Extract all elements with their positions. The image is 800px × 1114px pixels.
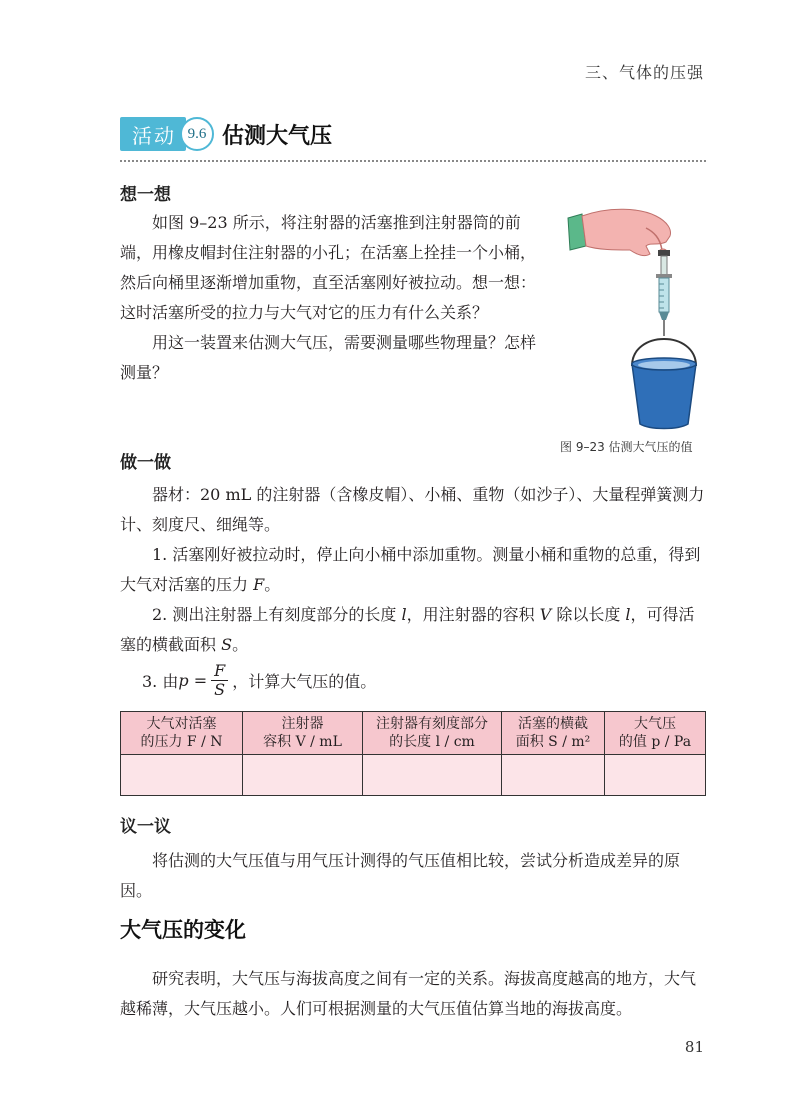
discuss-heading: 议一议 [120, 817, 171, 837]
table-cell [502, 755, 605, 796]
syringe-bucket-figure [560, 206, 706, 434]
running-head: 三、气体的压强 [584, 63, 704, 82]
do-heading: 做一做 [120, 453, 171, 473]
think-paragraph-1: 如图 9–23 所示，将注射器的活塞推到注射器筒的前端，用橡皮帽封住注射器的小孔；在活塞上拴挂一个小桶，然后向桶里逐渐增加重物，直至活塞刚好被拉动。想一想：这时活塞所受的拉力与大气对它的压力有什么关系？ [120, 213, 537, 322]
table-header-cell: 注射器 容积 V / mL [243, 712, 363, 755]
table-cell [363, 755, 502, 796]
dotted-divider [120, 160, 706, 162]
discuss-text [120, 846, 706, 906]
discuss-paragraph: 将估测的大气压值与用气压计测得的气压值相比较，尝试分析造成差异的原因。 [120, 851, 681, 900]
think-paragraph-2: 用这一装置来估测大气压，需要测量哪些物理量？怎样测量？ [120, 333, 537, 382]
step-3-formula: 3. 由 p = $\frac{F}{S}$ ，计算大气压的值。 [142, 661, 377, 699]
activity-heading [120, 114, 332, 154]
activity-tag: 活动 [120, 117, 186, 151]
step-1-text: 1. 活塞刚好被拉动时，停止向小桶中添加重物。测量小桶和重物的总重，得到大气对活塞的压力 F。 [120, 545, 701, 594]
table-cell [605, 755, 706, 796]
table-header-cell: 注射器有刻度部分 的长度 l / cm [363, 712, 502, 755]
table-cell [121, 755, 243, 796]
figure-caption: 图 9–23 估测大气压的值 [560, 440, 693, 454]
table-header-cell: 大气对活塞 的压力 F / N [121, 712, 243, 755]
table-cell [243, 755, 363, 796]
page-number: 81 [684, 1038, 704, 1056]
do-text [120, 480, 706, 660]
fraction: $\frac{F}{S}$ [211, 662, 228, 699]
materials-text: 器材：20 mL 的注射器（含橡皮帽）、小桶、重物（如沙子）、大量程弹簧测力计、刻度尺、细绳等。 [120, 485, 705, 534]
activity-title: 估测大气压 [222, 123, 333, 149]
table-row [121, 755, 706, 796]
think-text [120, 208, 538, 388]
activity-number: 9.6 [180, 117, 214, 151]
change-paragraph: 研究表明，大气压与海拔高度之间有一定的关系。海拔高度越高的地方，大气越稀薄，大气压越小。人们可根据测量的大气压值估算当地的海拔高度。 [120, 969, 697, 1018]
table-header-cell: 活塞的横截 面积 S / m² [502, 712, 605, 755]
change-text [120, 964, 706, 1024]
table-header-row [121, 712, 706, 755]
step-2-text: 2. 测出注射器上有刻度部分的长度 l，用注射器的容积 V 除以长度 l，可得活塞的横截面积 S。 [120, 605, 695, 654]
table-header-cell: 大气压 的值 p / Pa [605, 712, 706, 755]
think-heading: 想一想 [120, 185, 171, 205]
section-title: 大气压的变化 [120, 918, 246, 942]
measurement-table [120, 711, 706, 796]
